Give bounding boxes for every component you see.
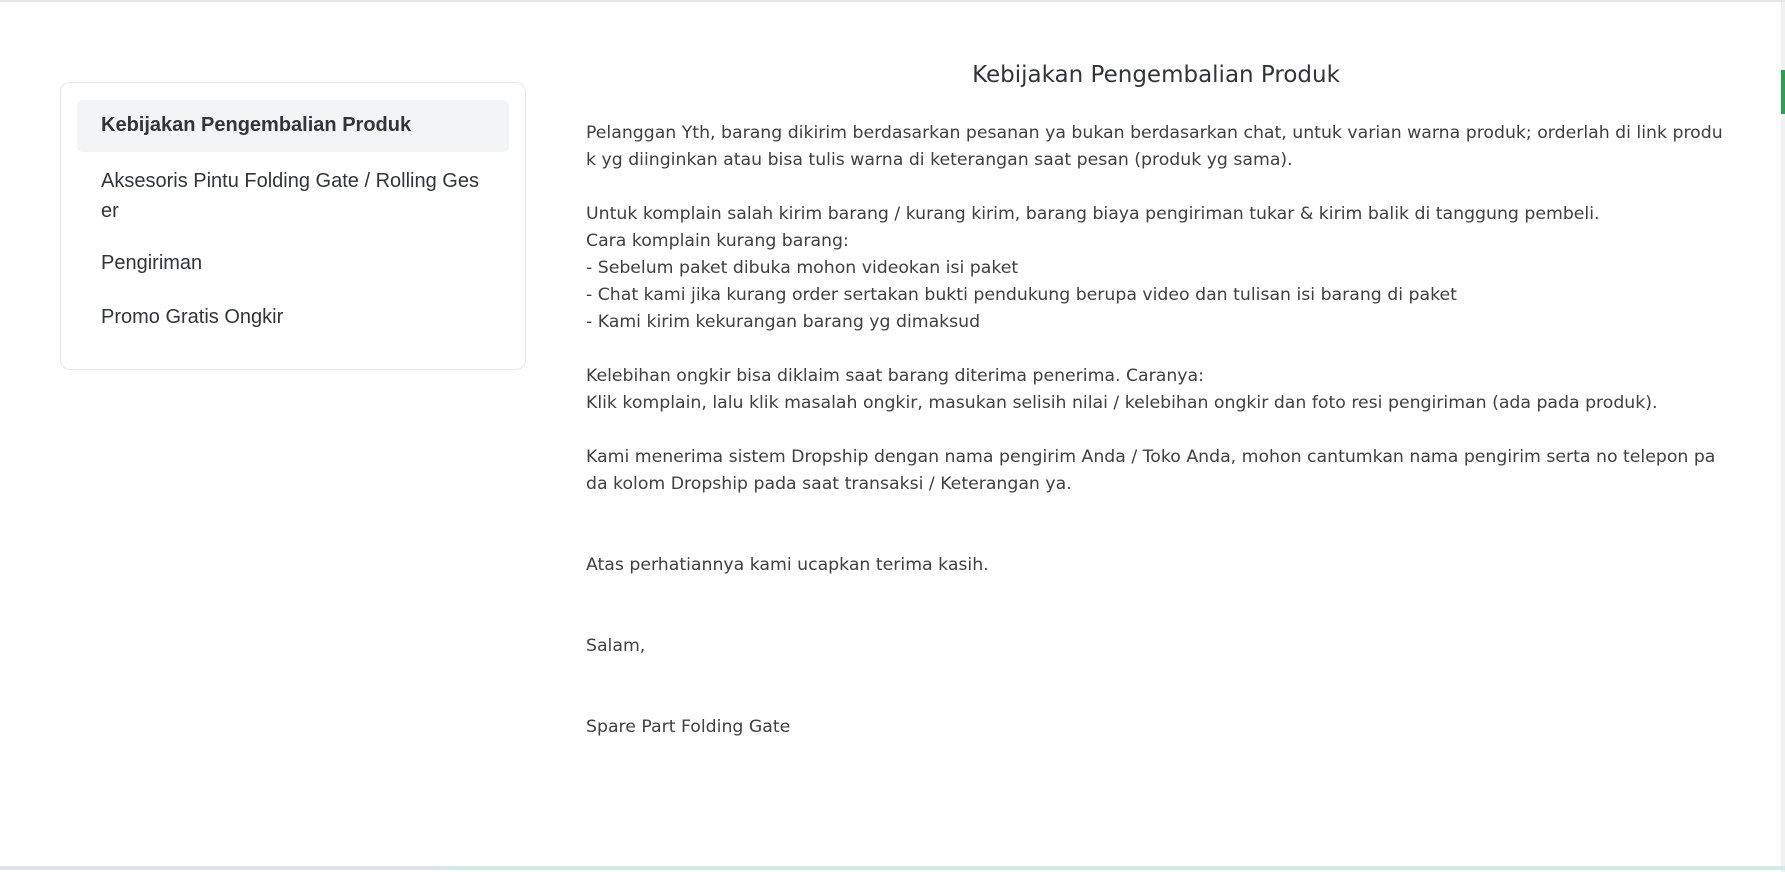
sidebar-item-promo-gratis-ongkir[interactable]: Promo Gratis Ongkir [101,306,284,328]
window-bottom-edge [0,866,1785,870]
policy-sidebar [60,82,526,370]
spacer [586,417,1726,444]
policy-line-step-3: - Kami kirim kekurangan barang yg dimaksud [586,312,981,332]
policy-content [586,60,1726,741]
spacer [586,579,1726,633]
spacer [586,174,1726,201]
spacer [586,336,1726,363]
policy-paragraph-order: Pelanggan Yth, barang dikirim berdasarkan pesanan ya bukan berdasarkan chat, untuk varian warna produk; orderlah di link produk yg diinginkan atau bisa tulis warna di keterangan saat pesan (produk yg sama). [586,123,1723,170]
policy-line-complaint: Untuk komplain salah kirim barang / kurang kirim, barang biaya pengiriman tukar & kirim balik di tanggung pembeli. [586,204,1600,224]
spacer [586,498,1726,552]
sidebar-item-aksesoris[interactable]: Aksesoris Pintu Folding Gate / Rolling Geser [101,170,479,222]
window-right-edge [1781,2,1785,872]
sidebar-item-kebijakan-pengembalian[interactable]: Kebijakan Pengembalian Produk [77,100,509,152]
policy-line-signature: Spare Part Folding Gate [586,717,791,737]
spacer [586,660,1726,714]
accent-indicator [1781,70,1785,114]
policy-paragraph-dropship: Kami menerima sistem Dropship dengan nama pengirim Anda / Toko Anda, mohon cantumkan nama pengirim serta no telepon pada kolom Dropship pada saat transaksi / Keterangan ya. [586,447,1716,494]
policy-line-thanks: Atas perhatiannya kami ucapkan terima kasih. [586,555,989,575]
policy-line-salam: Salam, [586,636,646,656]
policy-line-step-1: - Sebelum paket dibuka mohon videokan isi paket [586,258,1019,278]
page-title: Kebijakan Pengembalian Produk [972,62,1340,88]
policy-line-step-2: - Chat kami jika kurang order sertakan bukti pendukung berupa video dan tulisan isi barang di paket [586,285,1457,305]
policy-line-complaint-howto: Cara komplain kurang barang: [586,231,849,251]
sidebar-item-pengiriman[interactable]: Pengiriman [101,252,203,274]
policy-line-ongkir-howto: Klik komplain, lalu klik masalah ongkir, masukan selisih nilai / kelebihan ongkir dan foto resi pengiriman (ada pada produk). [586,393,1658,413]
policy-line-ongkir: Kelebihan ongkir bisa diklaim saat barang diterima penerima. Caranya: [586,366,1204,386]
